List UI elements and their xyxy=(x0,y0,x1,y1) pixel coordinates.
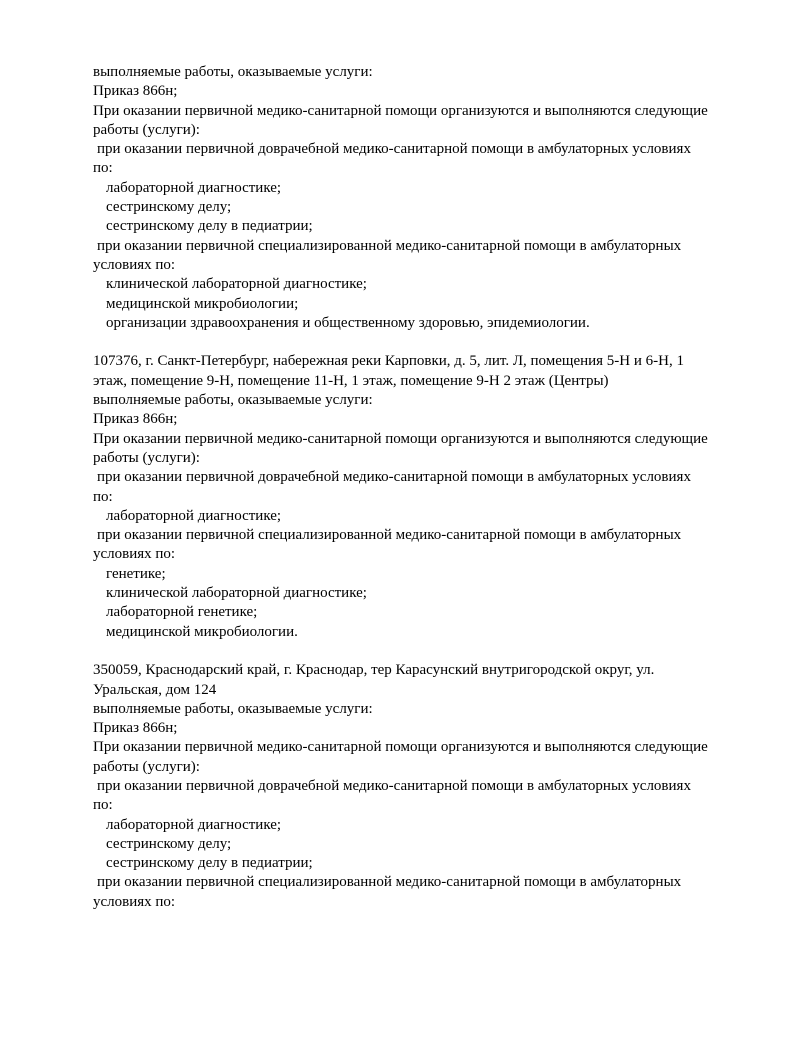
text-line: условиях по: xyxy=(93,546,176,563)
text-line: выполняемые работы, оказываемые услуги: xyxy=(93,700,373,717)
text-line: При оказании первичной медико-санитарной помощи организуются и выполняются следующие xyxy=(93,102,708,119)
text-line: при оказании первичной доврачебной медико-санитарной помощи в амбулаторных условиях xyxy=(97,777,691,794)
text-block-2 xyxy=(0,352,793,641)
text-block-1 xyxy=(0,63,793,333)
text-line: при оказании первичной специализированной медико-санитарной помощи в амбулаторных xyxy=(97,527,682,544)
text-line: сестринскому делу в педиатрии; xyxy=(106,855,313,872)
text-line: лабораторной диагностике; xyxy=(106,507,282,524)
text-line: условиях по: xyxy=(93,893,176,910)
text-line: работы (услуги): xyxy=(93,449,200,466)
text-block-3 xyxy=(0,661,793,912)
text-line: работы (услуги): xyxy=(93,758,200,775)
text-line: 107376, г. Санкт-Петербург, набережная реки Карповки, д. 5, лит. Л, помещения 5-Н и 6-Н, 1 xyxy=(93,353,684,370)
text-line: при оказании первичной специализированной медико-санитарной помощи в амбулаторных xyxy=(97,874,682,891)
text-line: 350059, Краснодарский край, г. Краснодар, тер Карасунский внутригородской округ, ул. xyxy=(93,662,655,679)
text-line: выполняемые работы, оказываемые услуги: xyxy=(93,392,373,409)
text-line: при оказании первичной доврачебной медико-санитарной помощи в амбулаторных условиях xyxy=(97,469,691,486)
text-line: при оказании первичной доврачебной медико-санитарной помощи в амбулаторных условиях xyxy=(97,141,691,158)
text-line: При оказании первичной медико-санитарной помощи организуются и выполняются следующие xyxy=(93,739,708,756)
text-line: по: xyxy=(93,160,113,177)
text-line: сестринскому делу; xyxy=(106,199,232,216)
text-line: клинической лабораторной диагностике; xyxy=(106,585,367,602)
text-line: лабораторной генетике; xyxy=(106,604,258,621)
text-line: сестринскому делу; xyxy=(106,835,232,852)
text-line: При оказании первичной медико-санитарной помощи организуются и выполняются следующие xyxy=(93,430,708,447)
text-line: генетике; xyxy=(106,565,166,582)
text-line: Уральская, дом 124 xyxy=(93,681,217,698)
text-line: условиях по: xyxy=(93,256,176,273)
text-line: Приказ 866н; xyxy=(93,720,178,737)
text-line: медицинской микробиологии. xyxy=(106,623,298,640)
text-line: этаж, помещение 9-Н, помещение 11-Н, 1 этаж, помещение 9-Н 2 этаж (Центры) xyxy=(93,372,609,389)
text-line: лабораторной диагностике; xyxy=(106,179,282,196)
text-line: сестринскому делу в педиатрии; xyxy=(106,218,313,235)
text-line: по: xyxy=(93,797,113,814)
text-line: лабораторной диагностике; xyxy=(106,816,282,833)
text-line: по: xyxy=(93,488,113,505)
license-text xyxy=(0,63,793,912)
text-line: работы (услуги): xyxy=(93,121,200,138)
text-line: организации здравоохранения и общественному здоровью, эпидемиологии. xyxy=(106,314,590,331)
text-line: при оказании первичной специализированной медико-санитарной помощи в амбулаторных xyxy=(97,237,682,254)
text-line: Приказ 866н; xyxy=(93,411,178,428)
text-line: выполняемые работы, оказываемые услуги: xyxy=(93,64,373,80)
text-line: клинической лабораторной диагностике; xyxy=(106,276,367,293)
text-line: медицинской микробиологии; xyxy=(106,295,299,312)
text-line: Приказ 866н; xyxy=(93,83,178,100)
